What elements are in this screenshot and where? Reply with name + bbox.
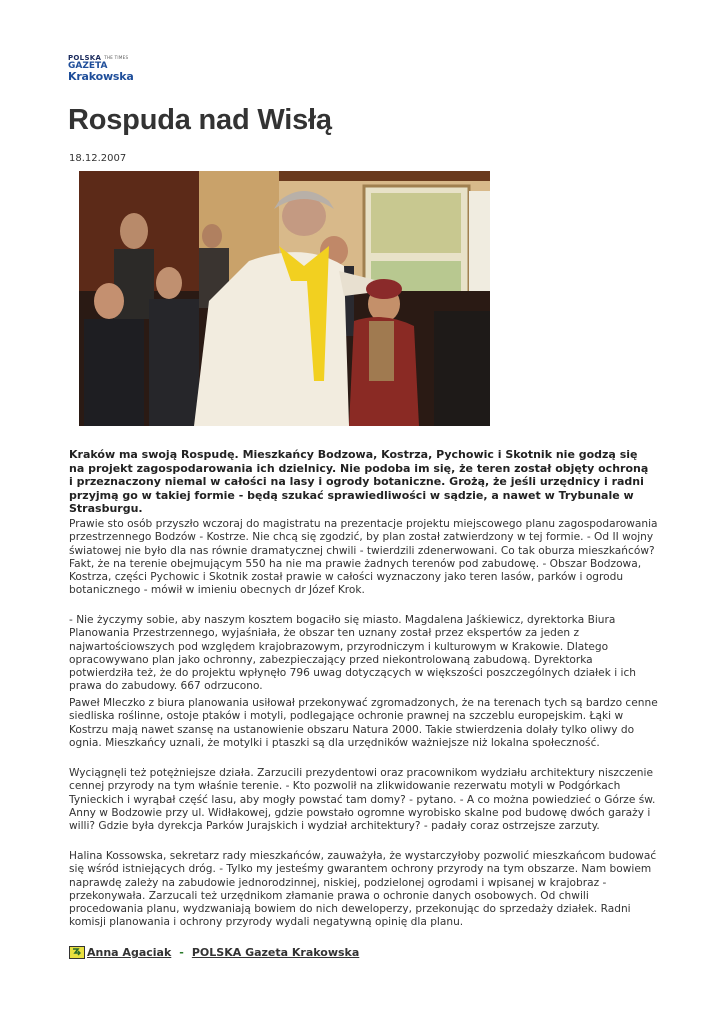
newspaper-logo xyxy=(68,54,134,86)
author-icon xyxy=(69,946,85,959)
article-lead: Kraków ma swoją Rospudę. Mieszkańcy Bodzowa, Kostrza, Pychowic i Skotnik nie godzą się na projekt zagospodarowania ich dzielnicy. Nie podoba im się, że teren został objęty ochroną i przeznaczony niemal w całości na lasy i ogrody botaniczne. Grożą, że jeśli urzędnicy i radni przyjmą go w takiej formie - będą szukać sprawiedliwości w sądzie, a nawet w Trybunale w Strasburgu. xyxy=(69,448,649,515)
source-link[interactable]: POLSKA Gazeta Krakowska xyxy=(191,946,360,959)
article-paragraph-1: Prawie sto osób przyszło wczoraj do magistratu na prezentacje projektu miejscowego planu zagospodarowania przestrzennego Bodzów - Kostrze. Nie chcą się zgodzić, by plan został zatwierdzony w tej formie. - Od II wojny światowej nie było dla nas równie dramatycznej chwili - twierdzili zdenerwowani. Co tak oburza mieszkańców? Fakt, że na terenie obejmującym 550 ha nie ma prawie żadnych terenów pod zabudowę. - Obszar Bodzowa, Kostrza, części Pychowic i Skotnik został prawie w całości wyznaczony jako teren lasów, parków i ogrodu botanicznego - mówił w imieniu obecnych dr Józef Krok. xyxy=(69,518,658,597)
article-paragraph-5: Halina Kossowska, sekretarz rady mieszkańców, zauważyła, że wystarczyłoby pozwolić mieszkańcom budować się wśród istniejących dróg. - Tylko my jesteśmy gwarantem ochrony przyrody na tym obszarze. Nam bowiem naprawdę zależy na zabudowie jednorodzinnej, niskiej, podzielonej ogrodami i wpisanej w krajobraz - przekonywała. Zarzucali też urzędnikom złamanie prawa o ochronie danych osobowych. Od chwili procedowania planu, wydzwaniają bowiem do nich deweloperzy, przekonując do sprzedaży działek. Radni komisji planowania i ochrony przyrody wydali negatywną opinię dla planu. xyxy=(69,850,657,929)
article-paragraph-2: - Nie życzymy sobie, aby naszym kosztem bogaciło się miasto. Magdalena Jaśkiewicz, dyrektorka Biura Planowania Przestrzennego, wyjaśniała, że obszar ten uznany został przez ekspertów za jeden z najwartościowszych pod względem krajobrazowym, przyrodniczym i kulturowym w Krakowie. Dlatego opracowywano plan jako ochronny, zabezpieczający przed niekontrolowaną zabudową. Dyrektorka potwierdziła też, że do projektu wpłynęło 796 uwag dotyczących w większości poszczególnych działek i ich prawa do zabudowy. 667 odrzucono. xyxy=(69,614,636,693)
article-title: Rospuda nad Wisłą xyxy=(68,104,332,136)
byline xyxy=(69,946,359,959)
article-paragraph-3: Paweł Mleczko z biura planowania usiłował przekonywać zgromadzonych, że na terenach tych są bardzo cenne siedliska roślinne, ostoje ptaków i motyli, podlegające ochronie prawnej na szczeblu europejskim. Łąki w Kostrzu mają nawet szansę na ustanowienie obszaru Natura 2000. Takie stwierdzenia dolały tylko oliwy do ognia. Mieszkańcy uznali, że motylki i ptaszki są dla urzędników ważniejsze niż lokalna społeczność. xyxy=(69,697,658,749)
article-date: 18.12.2007 xyxy=(69,153,127,164)
article-photo xyxy=(79,171,490,426)
logo-line-gazeta: GAZETA xyxy=(68,61,108,71)
author-link[interactable]: Anna Agaciak xyxy=(87,946,172,959)
article-paragraph-4: Wyciągnęli też potężniejsze działa. Zarzucili prezydentowi oraz pracownikom wydziału architektury niszczenie cennej przyrody na tym właśnie terenie. - Kto pozwolił na zlikwidowanie rezerwatu motyli w Podgórkach Tynieckich i wyrąbał część lasu, aby mogły powstać tam domy? - pytano. - A co można powiedzieć o Górze św. Anny w Bodzowie przy ul. Widłakowej, gdzie powstało ogromne wyrobisko skalne pod budowę dwóch garaży i willi? Gdzie była dyrekcja Parków Jurajskich i wydział architektury? - padały coraz ostrzejsze zarzuty. xyxy=(69,767,656,833)
logo-line-krakowska: Krakowska xyxy=(68,70,134,83)
byline-separator: - xyxy=(179,946,184,959)
logo-line-polska: POLSKA THE TIMES xyxy=(68,54,129,62)
